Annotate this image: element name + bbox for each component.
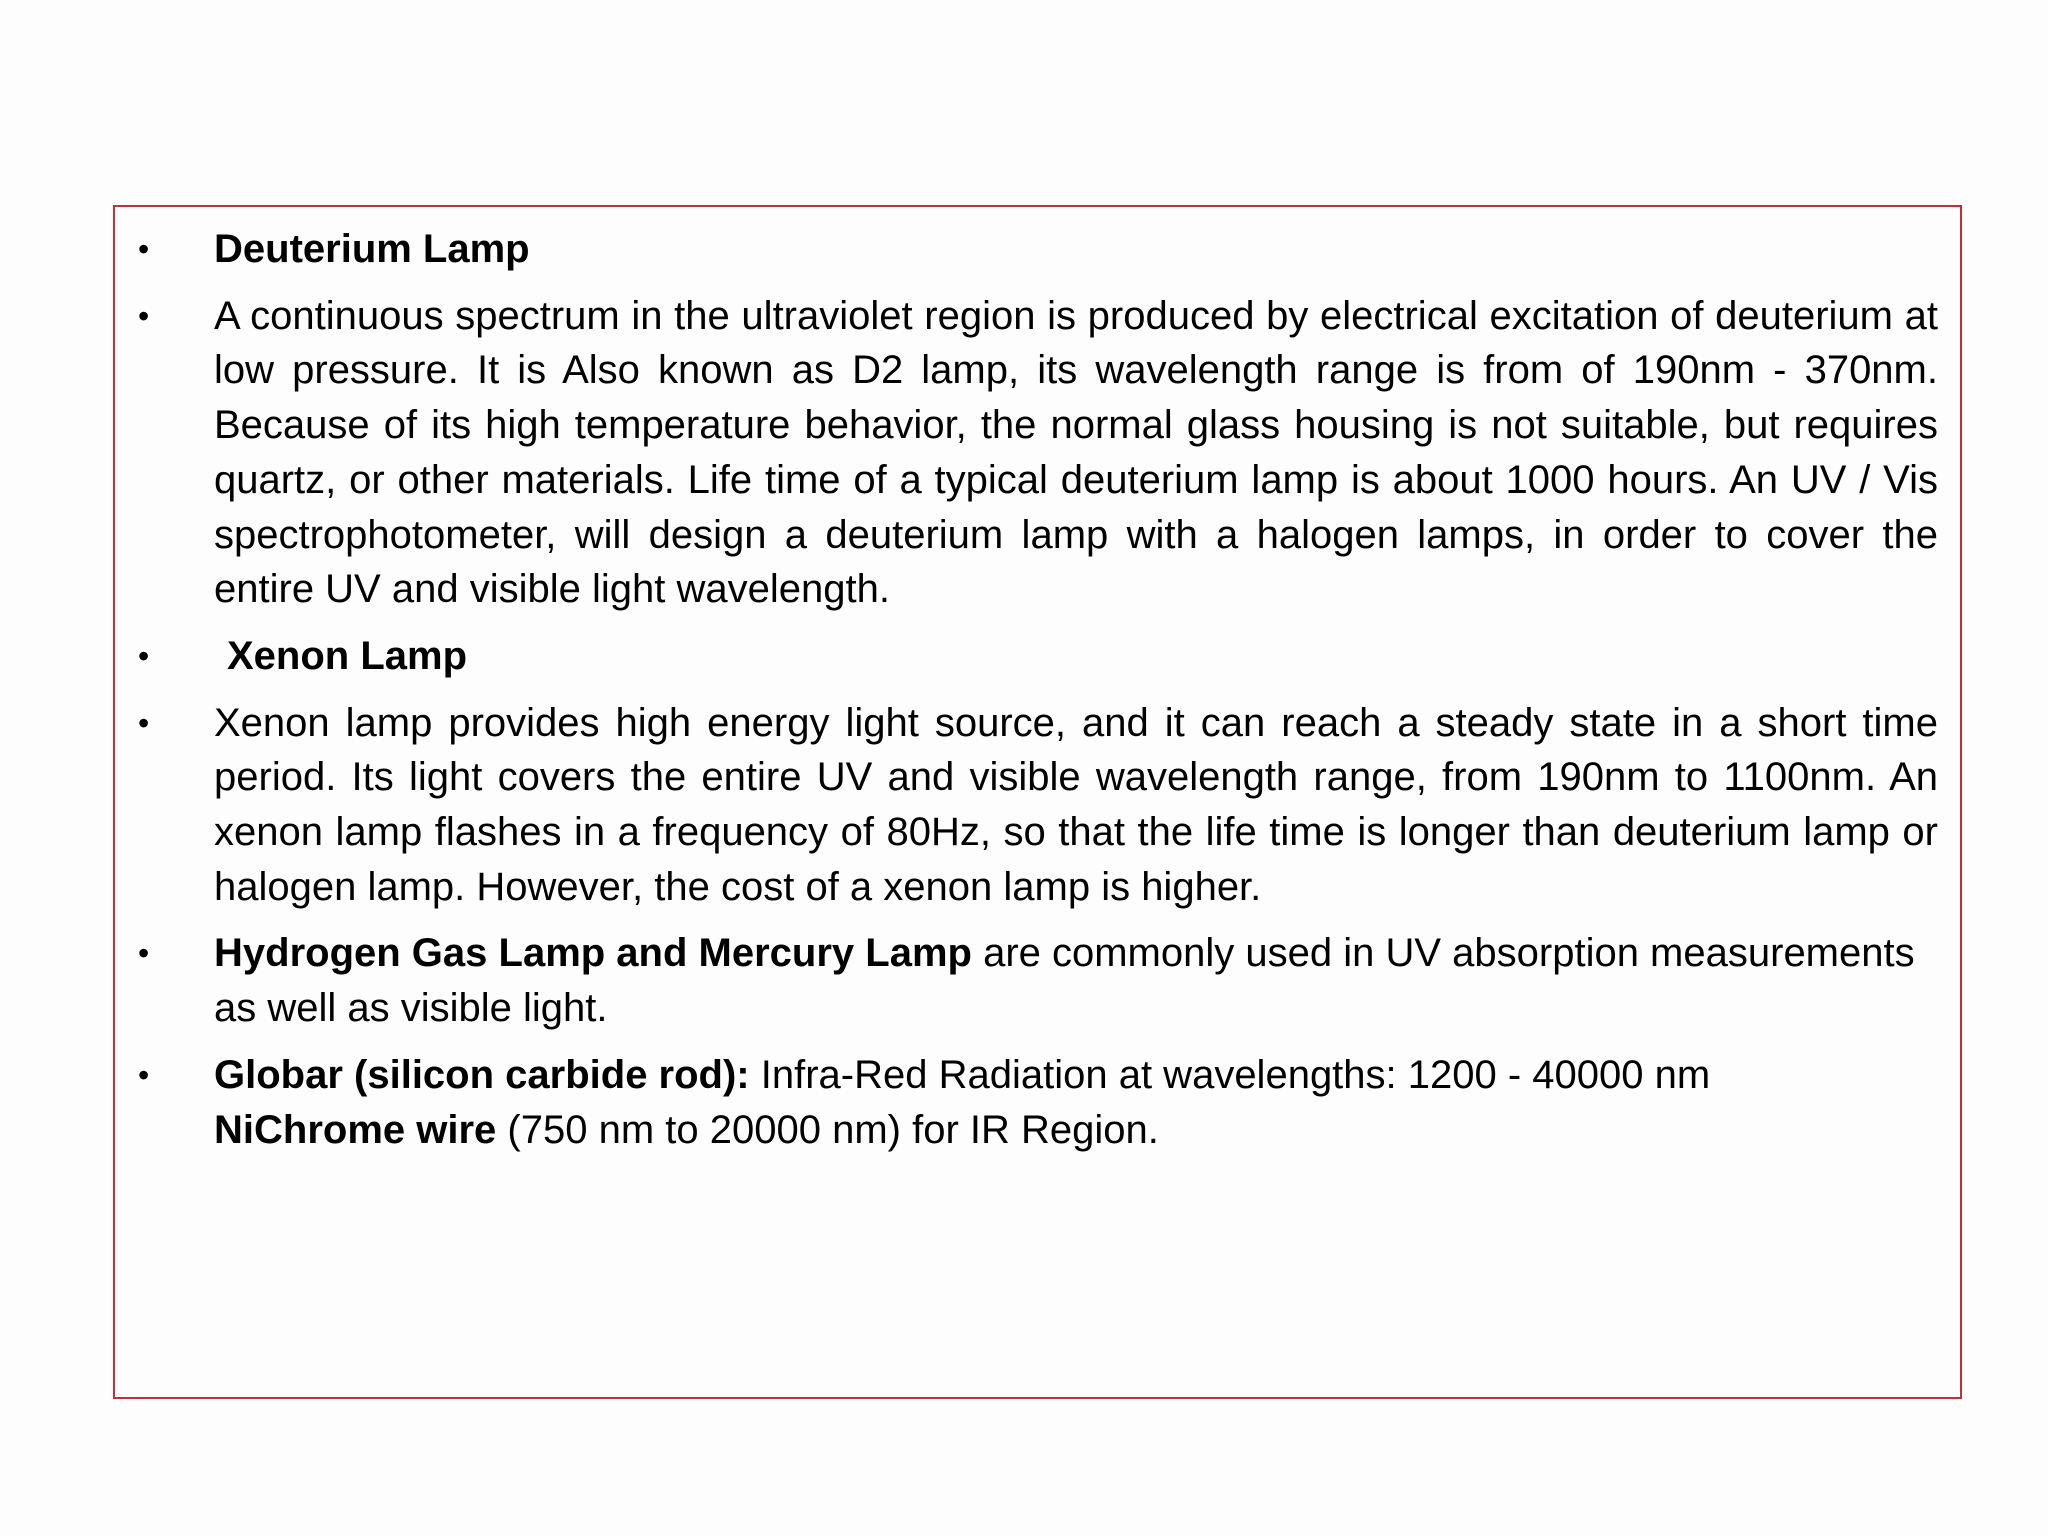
hydrogen-mercury-label: Hydrogen Gas Lamp and Mercury Lamp	[214, 931, 972, 976]
bullet-icon: •	[138, 231, 150, 267]
list-item-globar	[115, 1048, 1960, 1157]
nichrome-label: NiChrome wire	[214, 1107, 497, 1152]
hydrogen-mercury-description: are commonly used in UV absorption measurements as well as visible light.	[214, 931, 1915, 1031]
heading-xenon-lamp: Xenon Lamp	[227, 633, 468, 678]
hydrogen-mercury-text	[214, 926, 1938, 1035]
list-item-deuterium-description	[115, 289, 1960, 617]
heading-deuterium-lamp: Deuterium Lamp	[214, 227, 530, 271]
content-box	[113, 205, 1962, 1399]
globar-text	[214, 1048, 1938, 1157]
nichrome-description: (750 nm to 20000 nm) for IR Region.	[496, 1107, 1159, 1152]
list-item-xenon-heading	[115, 629, 1960, 684]
globar-label: Globar (silicon carbide rod):	[214, 1052, 750, 1097]
bullet-icon: •	[138, 1056, 150, 1093]
list-item-xenon-description	[115, 696, 1960, 915]
list-item-hydrogen-mercury	[115, 926, 1960, 1035]
xenon-description: Xenon lamp provides high energy light source, and it can reach a steady state in a short time period. Its light covers the entire UV and visible wavelength range, from 190nm to 1100nm. An xenon lamp flashes in a frequency of 80Hz, so that the life time is longer than deuterium lamp or halogen lamp. However, the cost of a xenon lamp is higher.	[214, 700, 1938, 909]
list-item-deuterium-heading	[115, 222, 1960, 277]
bullet-icon: •	[138, 637, 150, 674]
bullet-icon: •	[138, 935, 150, 972]
bullet-icon: •	[138, 704, 150, 741]
bullet-list	[115, 207, 1960, 1169]
bullet-icon: •	[138, 297, 150, 334]
globar-description: Infra-Red Radiation at wavelengths: 1200 - 40000 nm	[749, 1052, 1711, 1097]
deuterium-description: A continuous spectrum in the ultraviolet region is produced by electrical excitation of deuterium at low pressure. It is Also known as D2 lamp, its wavelength range is from of 190nm - 370nm. Because of its high temperature behavior, the normal glass housing is not suitable, but requires quartz, or other materials. Life time of a typical deuterium lamp is about 1000 hours. An UV / Vis spectrophotometer, will design a deuterium lamp with a halogen lamps, in order to cover the entire UV and visible light wavelength.	[214, 293, 1938, 612]
